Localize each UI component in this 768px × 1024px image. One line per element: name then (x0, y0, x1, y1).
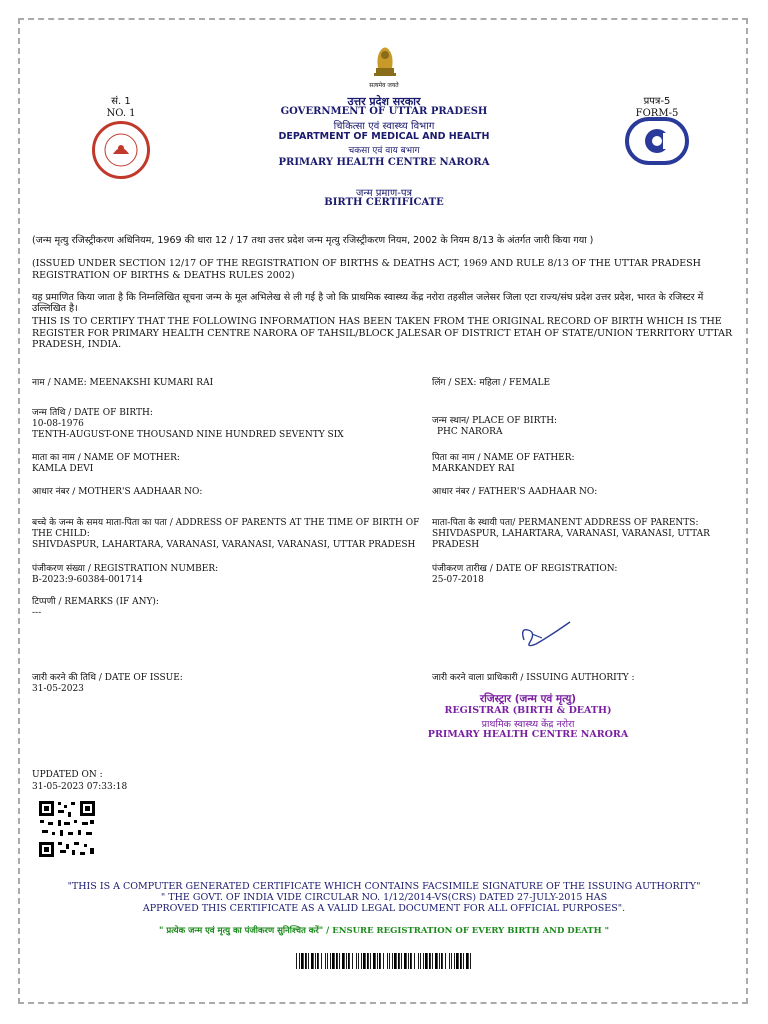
father-label: NAME OF FATHER: (480, 453, 575, 463)
signature-icon (510, 614, 580, 654)
department-english: DEPARTMENT OF MEDICAL AND HEALTH (278, 131, 490, 142)
registrar-hindi: रजिस्ट्रार (जन्म एवं मृत्यु) (479, 693, 577, 705)
updated-label: UPDATED ON : (32, 770, 103, 780)
national-emblem-icon (366, 42, 404, 84)
emblem-caption: सत्यमेव जयते (369, 82, 399, 89)
remarks-value: --- (32, 608, 42, 618)
address-birth-label: / ADDRESS OF PARENTS AT THE TIME OF BIRTH OF THE CHILD: (32, 518, 420, 539)
pob-label: PLACE OF BIRTH: (469, 416, 558, 426)
remarks-field (32, 597, 402, 619)
perm-address-label-hindi: माता-पिता के स्थायी पता (432, 518, 513, 528)
slogan-english: ENSURE REGISTRATION OF EVERY BIRTH AND DEATH " (329, 926, 610, 936)
pob-label-hindi: जन्म स्थान/ (432, 416, 470, 426)
name-value: MEENAKSHI KUMARI RAI (89, 378, 214, 388)
slogan-hindi: " प्रत्येक जन्म एवं मृत्यु का पंजीकरण सुनिश्चित करें" / (158, 926, 330, 936)
issuing-authority-field (432, 673, 742, 684)
reg-no-label-hindi: पंजीकरण संख्या (32, 564, 85, 574)
reg-no-label: / REGISTRATION NUMBER: (84, 564, 219, 574)
permanent-address-value: SHIVDASPUR, LAHARTARA, VARANASI, VARANASI, UTTAR PRADESH (432, 529, 710, 550)
mother-aadhaar-label-hindi: आधार नंबर / (32, 487, 76, 497)
place-of-birth-value: PHC NARORA (437, 427, 503, 437)
up-government-seal (92, 121, 150, 179)
address-at-birth-value: SHIVDASPUR, LAHARTARA, VARANASI, VARANASI, VARANASI, UTTAR PRADESH (32, 540, 416, 550)
authority-label: ISSUING AUTHORITY : (523, 673, 635, 683)
footer-line-3: APPROVED THIS CERTIFICATE AS A VALID LEGAL DOCUMENT FOR ALL OFFICIAL PURPOSES". (142, 903, 626, 914)
date-of-issue-value: 31-05-2023 (32, 684, 84, 694)
mother-label: NAME OF MOTHER: (80, 453, 180, 463)
authority-label-hindi: जारी करने वाला प्राधिकारी / (432, 673, 524, 683)
father-aadhaar-label: FATHER'S AADHAAR NO: (475, 487, 598, 497)
certify-hindi: यह प्रमाणित किया जाता है कि निम्नलिखित सूचना जन्म के मूल अभिलेख से ली गई है जो कि प्राथमिक स्वास्थ्य केंद्र नरोरा तहसील जलेसर जिला एटा राज्य/संघ प्रदेश उत्तर प्रदेश, भारत के रजिस्टर में उल्लिखित है। (32, 292, 704, 314)
department-hindi: चिकित्सा एवं स्वास्थ्य विभाग (333, 121, 435, 132)
issue-label: / DATE OF ISSUE: (95, 673, 183, 683)
number-hindi: सं. 1 (111, 96, 131, 107)
father-label-hindi: पिता का नाम / (432, 453, 481, 463)
barcode-icon (296, 953, 474, 969)
form-english: FORM-5 (635, 108, 679, 119)
state-name-hindi: उत्तर प्रदेश सरकार (347, 95, 421, 108)
perm-address-label: / PERMANENT ADDRESS OF PARENTS: (512, 518, 699, 528)
up-seal-icon (95, 124, 147, 176)
registrar-english: REGISTRAR (BIRTH & DEATH) (444, 705, 612, 716)
crs-logo-icon (625, 117, 689, 165)
name-label-hindi: नाम (32, 378, 45, 388)
date-of-registration-field (432, 564, 742, 586)
date-of-issue-field (32, 673, 402, 695)
slogan (34, 926, 734, 937)
dob-label-hindi: जन्म तिथि (32, 408, 66, 418)
centre-english: PRIMARY HEALTH CENTRE NARORA (427, 729, 629, 740)
remarks-label: / REMARKS (IF ANY): (55, 597, 159, 607)
name-label: / NAME: (44, 378, 90, 388)
qr-code-icon (38, 800, 96, 858)
place-of-birth-field (432, 416, 742, 438)
number-english: NO. 1 (106, 108, 136, 119)
mother-label-hindi: माता का नाम / (32, 453, 81, 463)
preamble-english: (ISSUED UNDER SECTION 12/17 OF THE REGISTRATION OF BIRTHS & DEATHS ACT, 1969 AND RULE 8/13 OF THE UTTAR PRADESH REGISTRATION OF BIRTHS & DEATHS RULES 2002) (32, 258, 701, 281)
dob-in-words: TENTH-AUGUST-ONE THOUSAND NINE HUNDRED SEVENTY SIX (32, 430, 344, 440)
dob-value: 10-08-1976 (32, 419, 84, 429)
sex-label: / SEX: (445, 378, 480, 388)
centre-hindi: प्राथमिक स्वास्थ्य केंद्र नरोरा (481, 719, 575, 730)
sex-value: / FEMALE (500, 378, 551, 388)
preamble-hindi: (जन्म मृत्यु रजिस्ट्रीकरण अधिनियम, 1969 की धारा 12 / 17 तथा उत्तर प्रदेश जन्म मृत्यु रजिस्ट्रीकरण नियम, 2002 के नियम 8/13 के अंतर्गत जारी किया गया ) (32, 235, 594, 246)
father-name-field (432, 453, 742, 475)
father-aadhaar-label-hindi: आधार नंबर / (432, 487, 476, 497)
address-birth-label-hindi: बच्चे के जन्म के समय माता-पिता का पता (32, 518, 167, 528)
dob-label: / DATE OF BIRTH: (65, 408, 153, 418)
remarks-label-hindi: टिप्पणी (32, 597, 56, 607)
mother-name-value: KAMLA DEVI (32, 464, 94, 474)
updated-value: 31-05-2023 07:33:18 (32, 782, 128, 792)
father-aadhaar-field (432, 487, 742, 498)
form-hindi: प्रपत्र-5 (643, 96, 671, 107)
dob-field (32, 408, 402, 441)
issue-label-hindi: जारी करने की तिथि (32, 673, 96, 683)
mother-aadhaar-label: MOTHER'S AADHAAR NO: (75, 487, 203, 497)
reg-date-label-hindi: पंजीकरण तारीख (432, 564, 487, 574)
sex-value-hindi: महिला (479, 378, 501, 388)
certify-english: THIS IS TO CERTIFY THAT THE FOLLOWING INFORMATION HAS BEEN TAKEN FROM THE ORIGINAL RECORD OF BIRTH WHICH IS THE REGISTER FOR PRIMARY HEALTH CENTRE NARORA OF TAHSIL/BLOCK JALESAR OF DISTRICT ETAH OF STATE/UNION TERRITORY UTTAR PRADESH, INDIA. (32, 316, 733, 350)
certificate-title: BIRTH CERTIFICATE (324, 197, 444, 208)
certificate-title-hindi: जन्म प्रमाण-पत्र (355, 188, 413, 199)
date-of-registration-value: 25-07-2018 (432, 575, 484, 585)
footer-line-2: " THE GOVT. OF INDIA VIDE CIRCULAR NO. 1/12/2014-VS(CRS) DATED 27-JULY-2015 HAS (160, 892, 608, 903)
footer-line-1: "THIS IS A COMPUTER GENERATED CERTIFICATE WHICH CONTAINS FACSIMILE SIGNATURE OF THE ISSUING AUTHORITY" (67, 881, 701, 892)
centre-name: PRIMARY HEALTH CENTRE NARORA (278, 157, 490, 168)
registration-number-value: B-2023:9-60384-001714 (32, 575, 143, 585)
state-name-english: GOVERNMENT OF UTTAR PRADESH (280, 106, 488, 117)
permanent-address-field (432, 518, 742, 551)
address-at-birth-field (32, 518, 422, 551)
department-hindi-2: चकसा एवं वाय बभाग (348, 146, 420, 156)
name-field (32, 378, 402, 389)
registration-number-field (32, 564, 402, 586)
father-name-value: MARKANDEY RAI (432, 464, 515, 474)
mother-aadhaar-field (32, 487, 402, 498)
reg-date-label: / DATE OF REGISTRATION: (486, 564, 618, 574)
sex-label-hindi: लिंग (432, 378, 446, 388)
mother-name-field (32, 453, 402, 475)
sex-field (432, 378, 742, 389)
